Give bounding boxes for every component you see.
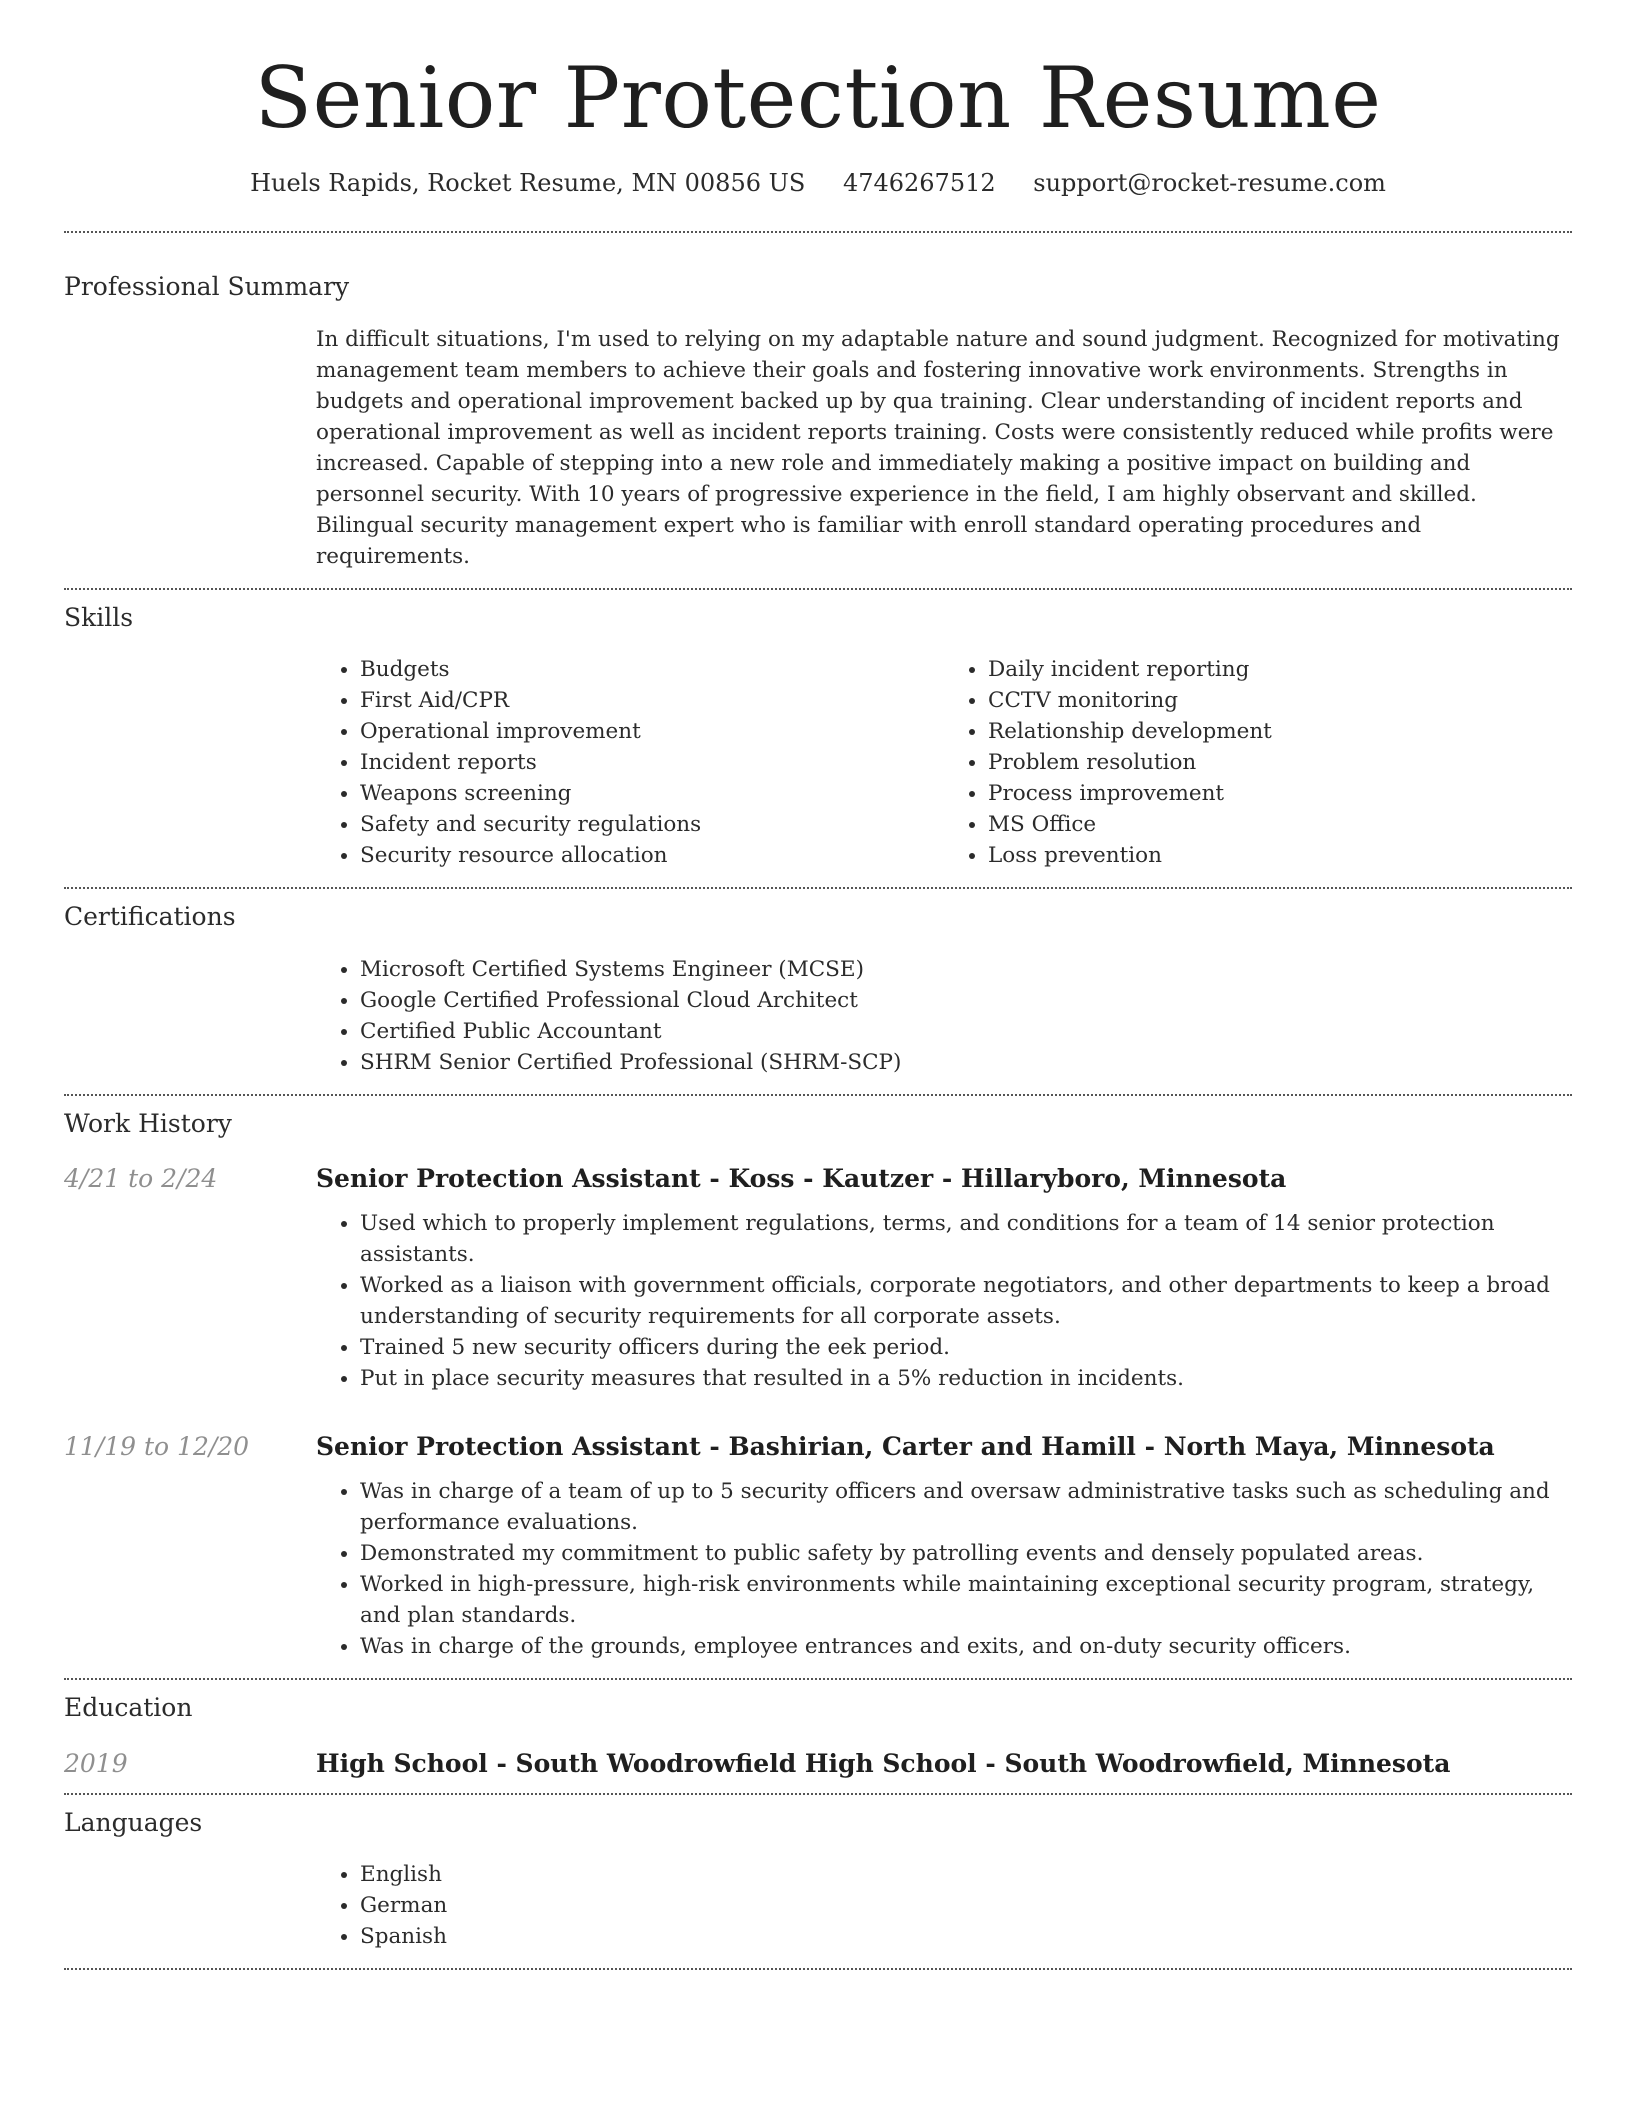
skill-item: • CCTV monitoring: [988, 685, 1572, 716]
contact-phone: 4746267512: [842, 168, 996, 197]
job-bullet: • Used which to properly implement regulations, terms, and conditions for a team of 14 senior protection assistants.: [360, 1208, 1572, 1270]
skill-item: • Safety and security regulations: [360, 809, 944, 840]
skill-item: • Problem resolution: [988, 747, 1572, 778]
job-bullet: • Demonstrated my commitment to public safety by patrolling events and densely populated areas.: [360, 1538, 1572, 1569]
job-bullets: [316, 1208, 1572, 1394]
skill-item: • Daily incident reporting: [988, 654, 1572, 685]
section-title-languages: Languages: [64, 1807, 203, 1837]
certifications-list: [316, 954, 1572, 1078]
language-item: • English: [360, 1859, 1572, 1890]
language-item: • German: [360, 1890, 1572, 1921]
section-title-education: Education: [64, 1693, 193, 1723]
job-bullets: [316, 1476, 1572, 1662]
certifications-section: [64, 889, 1572, 1078]
skill-item: • Weapons screening: [360, 778, 944, 809]
languages-list: [316, 1859, 1572, 1952]
language-item: • Spanish: [360, 1921, 1572, 1952]
job-bullet: • Was in charge of the grounds, employee entrances and exits, and on-duty security officers.: [360, 1631, 1572, 1662]
job-bullet: • Trained 5 new security officers during the eek period.: [360, 1332, 1572, 1363]
work-section: [64, 1096, 1572, 1663]
job-title: Senior Protection Assistant - Bashirian, Carter and Hamill - North Maya, Minnesota: [316, 1432, 1495, 1462]
job-entry: [64, 1430, 1572, 1662]
skills-section: [64, 590, 1572, 872]
job-title: Senior Protection Assistant - Koss - Kautzer - Hillaryboro, Minnesota: [316, 1164, 1287, 1194]
job-bullet: • Was in charge of a team of up to 5 security officers and oversaw administrative tasks such as scheduling and performance evaluations.: [360, 1476, 1572, 1538]
contact-address: Huels Rapids, Rocket Resume, MN 00856 US: [250, 168, 806, 197]
skills-list-left: [316, 654, 944, 871]
education-title: High School - South Woodrowfield High School - South Woodrowfield, Minnesota: [316, 1748, 1451, 1778]
summary-text: In difficult situations, I'm used to relying on my adaptable nature and sound judgment. Recognized for motivating management team members to achieve their goals and fostering innovative work environments. Strengths in budgets and operational improvement backed up by qua training. Clear understanding of incident reports and operational improvement as well as incident reports training. Costs were consistently reduced while profits were increased. Capable of stepping into a new role and immediately making a positive impact on building and personnel security. With 10 years of progressive experience in the field, I am highly observant and skilled. Bilingual security management expert who is familiar with enroll standard operating procedures and requirements.: [316, 326, 1560, 569]
section-title-work: Work History: [64, 1108, 232, 1138]
skills-list-right: [944, 654, 1572, 871]
certification-item: • SHRM Senior Certified Professional (SHRM-SCP): [360, 1047, 1572, 1078]
skill-item: • Operational improvement: [360, 716, 944, 747]
skill-item: • Incident reports: [360, 747, 944, 778]
skill-item: • Security resource allocation: [360, 840, 944, 871]
job-dates: 11/19 to 12/20: [64, 1432, 250, 1462]
contact-email: support@rocket-resume.com: [1033, 168, 1386, 197]
job-dates: 4/21 to 2/24: [64, 1164, 218, 1194]
contact-line: [64, 167, 1572, 201]
resume-name: Senior Protection Resume: [254, 49, 1382, 147]
certification-item: • Microsoft Certified Systems Engineer (MCSE): [360, 954, 1572, 985]
certification-item: • Certified Public Accountant: [360, 1016, 1572, 1047]
section-title-skills: Skills: [64, 602, 134, 632]
certification-item: • Google Certified Professional Cloud Architect: [360, 985, 1572, 1016]
skill-item: • Loss prevention: [988, 840, 1572, 871]
job-bullet: • Worked in high-pressure, high-risk environments while maintaining exceptional security program, strategy, and plan standards.: [360, 1569, 1572, 1631]
skill-item: • Relationship development: [988, 716, 1572, 747]
skill-item: • Process improvement: [988, 778, 1572, 809]
job-entry: [64, 1162, 1572, 1394]
section-divider: [64, 1968, 1572, 1970]
summary-section: [64, 233, 1572, 572]
languages-section: [64, 1795, 1572, 1953]
skill-item: • MS Office: [988, 809, 1572, 840]
job-bullet: • Put in place security measures that resulted in a 5% reduction in incidents.: [360, 1363, 1572, 1394]
education-section: [64, 1680, 1572, 1781]
section-title-summary: Professional Summary: [64, 272, 350, 302]
job-bullet: • Worked as a liaison with government officials, corporate negotiators, and other departments to keep a broad understanding of security requirements for all corporate assets.: [360, 1270, 1572, 1332]
section-title-certifications: Certifications: [64, 902, 236, 932]
skill-item: • Budgets: [360, 654, 944, 685]
education-year: 2019: [64, 1748, 128, 1778]
skill-item: • First Aid/CPR: [360, 685, 944, 716]
resume-page: [64, 0, 1572, 1970]
education-entry: [64, 1747, 1572, 1781]
